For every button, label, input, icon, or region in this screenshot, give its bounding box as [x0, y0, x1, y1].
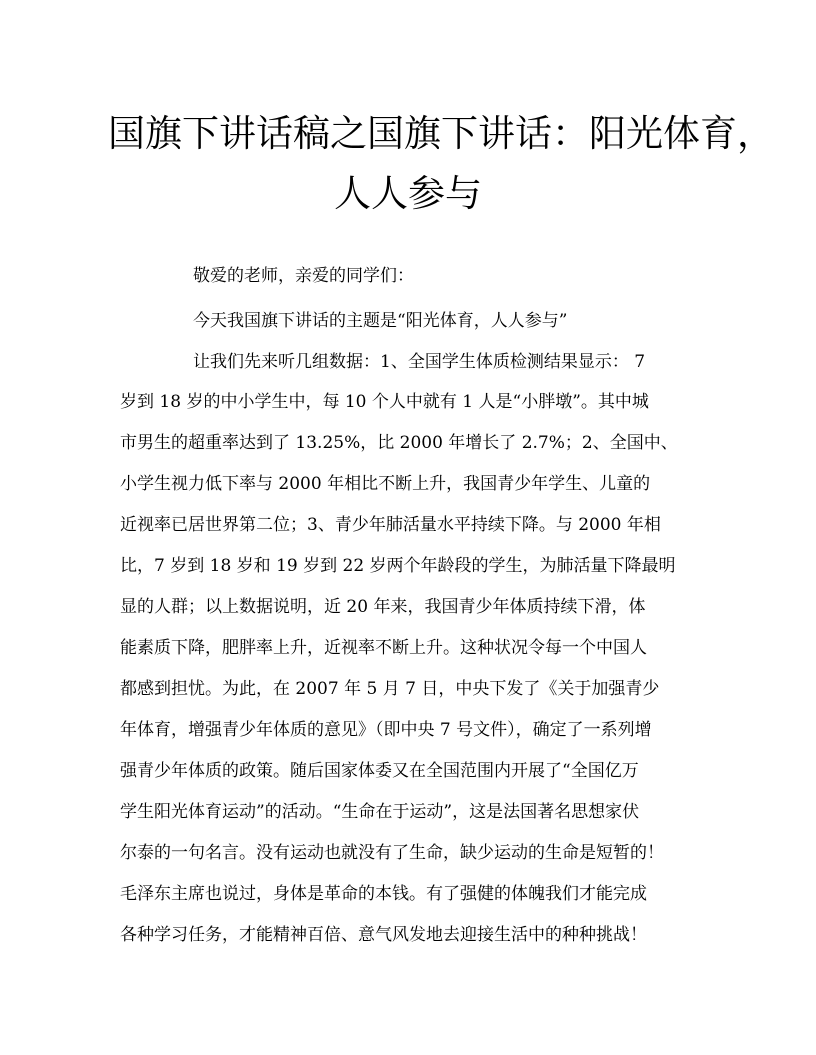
- body-line: 能素质下降，肥胖率上升，近视率不断上升。这种状况令每一个中国人: [120, 638, 647, 658]
- body-line: 让我们先来听几组数据：1、全国学生体质检测结果显示： 7: [193, 352, 646, 372]
- body-line: 强青少年体质的政策。随后国家体委又在全国范围内开展了“全国亿万: [120, 761, 639, 781]
- body-line: 显的人群；以上数据说明，近 20 年来，我国青少年体质持续下滑，体: [120, 597, 646, 617]
- body-line: 尔泰的一句名言。没有运动也就没有了生命，缺少运动的生命是短暂的！: [120, 843, 664, 863]
- body-line: 近视率已居世界第二位；3、青少年肺活量水平持续下降。与 2000 年相: [120, 515, 661, 535]
- body-line: 比，7 岁到 18 岁和 19 岁到 22 岁两个年龄段的学生，为肺活量下降最明: [120, 556, 676, 576]
- document-title-line-1: 国旗下讲话稿之国旗下讲话：阳光体育，: [108, 112, 774, 155]
- document-title-line-2: 人人参与: [334, 172, 482, 215]
- body-line: 毛泽东主席也说过，身体是革命的本钱。有了强健的体魄我们才能完成: [120, 884, 647, 904]
- body-line: 学生阳光体育运动”的活动。“生命在于运动”，这是法国著名思想家伏: [120, 802, 640, 822]
- body-line: 各种学习任务，才能精神百倍、意气风发地去迎接生活中的种种挑战！: [120, 925, 647, 945]
- intro-paragraph: 今天我国旗下讲话的主题是“阳光体育，人人参与”: [193, 311, 568, 331]
- body-line: 都感到担忧。为此，在 2007 年 5 月 7 日，中央下发了《关于加强青少: [120, 679, 660, 699]
- body-line: 小学生视力低下率与 2000 年相比不断上升，我国青少年学生、儿童的: [120, 474, 651, 494]
- body-line: 年体育，增强青少年体质的意见》（即中央 7 号文件），确定了一系列增: [120, 720, 652, 740]
- body-line: 市男生的超重率达到了 13.25%，比 2000 年增长了 2.7%；2、全国中、: [120, 433, 678, 453]
- body-line: 岁到 18 岁的中小学生中，每 10 个人中就有 1 人是“小胖墩”。其中城: [120, 392, 649, 412]
- greeting: 敬爱的老师，亲爱的同学们：: [193, 266, 414, 286]
